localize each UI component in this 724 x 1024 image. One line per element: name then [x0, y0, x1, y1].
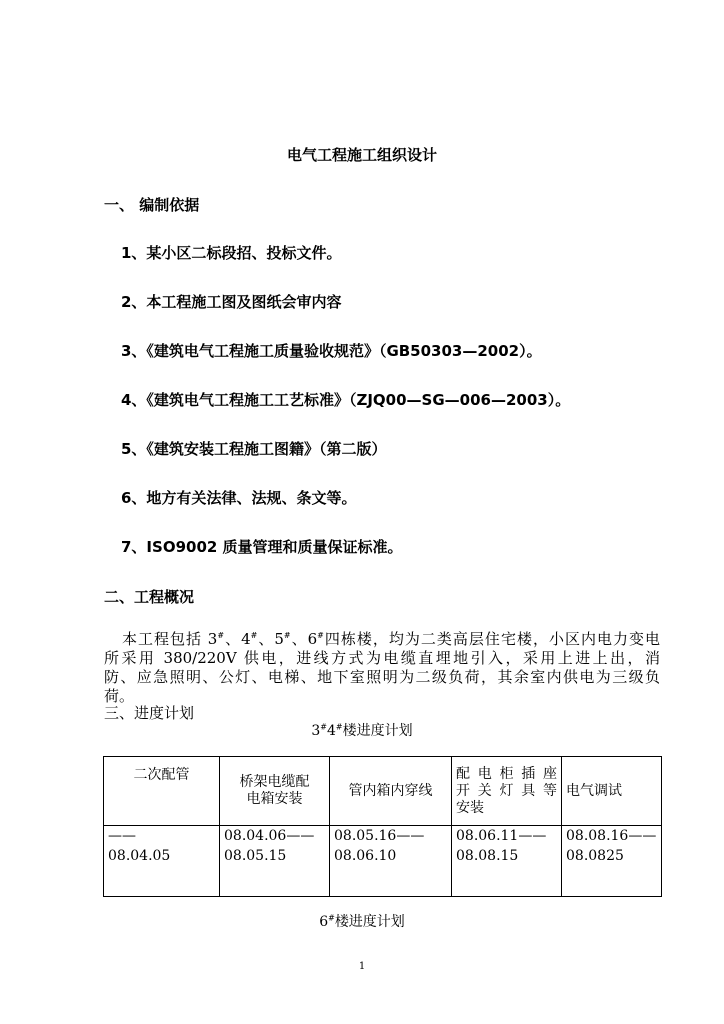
basis-item-2: 2、本工程施工图及图纸会审内容: [121, 293, 342, 311]
overview-line-1: 本工程包括 3#、4#、5#、6#四栋楼，均为二类高层住宅楼，小区内电力变电: [122, 630, 661, 648]
header-cell-wiring: 管内箱内穿线: [330, 757, 452, 826]
page-number: 1: [358, 961, 366, 972]
header-cell-conduit: 二次配管: [104, 757, 220, 826]
basis-item-3: 3、《建筑电气工程施工质量验收规范》（GB50303—2002）。: [121, 342, 542, 360]
header-cell-tray-cable: 桥架电缆配 电箱安装: [220, 757, 330, 826]
basis-item-1: 1、某小区二标段招、投标文件。: [121, 244, 342, 262]
table-cell: 08.04.06—— 08.05.15: [220, 826, 330, 897]
basis-item-4: 4、《建筑电气工程施工工艺标准》（ZJQ00—SG—006—2003）。: [121, 391, 571, 409]
table-cell: —— 08.04.05: [104, 826, 220, 897]
table-cell: 08.08.16—— 08.0825: [562, 826, 662, 897]
basis-item-5: 5、《建筑安装工程施工图籍》（第二版）: [121, 440, 387, 458]
table-row: [104, 826, 662, 897]
overview-line-4: 荷。: [104, 687, 135, 705]
overview-paragraph: [104, 626, 660, 706]
schedule-title-3-4: 3#4#楼进度计划: [311, 722, 413, 739]
header-cell-cabinet-install: 配电柜插座 开关灯具等 安装: [452, 757, 562, 826]
table-cell: 08.06.11—— 08.08.15: [452, 826, 562, 897]
table-cell: 08.05.16—— 08.06.10: [330, 826, 452, 897]
document-title: 电气工程施工组织设计: [286, 146, 437, 164]
overview-line-2: 所采用 380/220V 供电，进线方式为电缆直埋地引入，采用上进上出，消: [104, 649, 660, 667]
section-heading-schedule: 三、进度计划: [104, 704, 195, 722]
basis-item-6: 6、地方有关法律、法规、条文等。: [121, 489, 357, 507]
overview-line-3: 防、应急照明、公灯、电梯、地下室照明为二级负荷，其余室内供电为三级负: [104, 668, 660, 686]
table-header-row: [104, 757, 662, 826]
header-cell-commissioning: 电气调试: [562, 757, 662, 826]
schedule-table: [103, 756, 662, 897]
basis-item-7: 7、ISO9002 质量管理和质量保证标准。: [121, 538, 403, 556]
section-heading-overview: 二、工程概况: [104, 588, 195, 606]
section-heading-basis: 一、 编制依据: [104, 196, 200, 214]
schedule-title-6: 6#楼进度计划: [319, 913, 405, 930]
